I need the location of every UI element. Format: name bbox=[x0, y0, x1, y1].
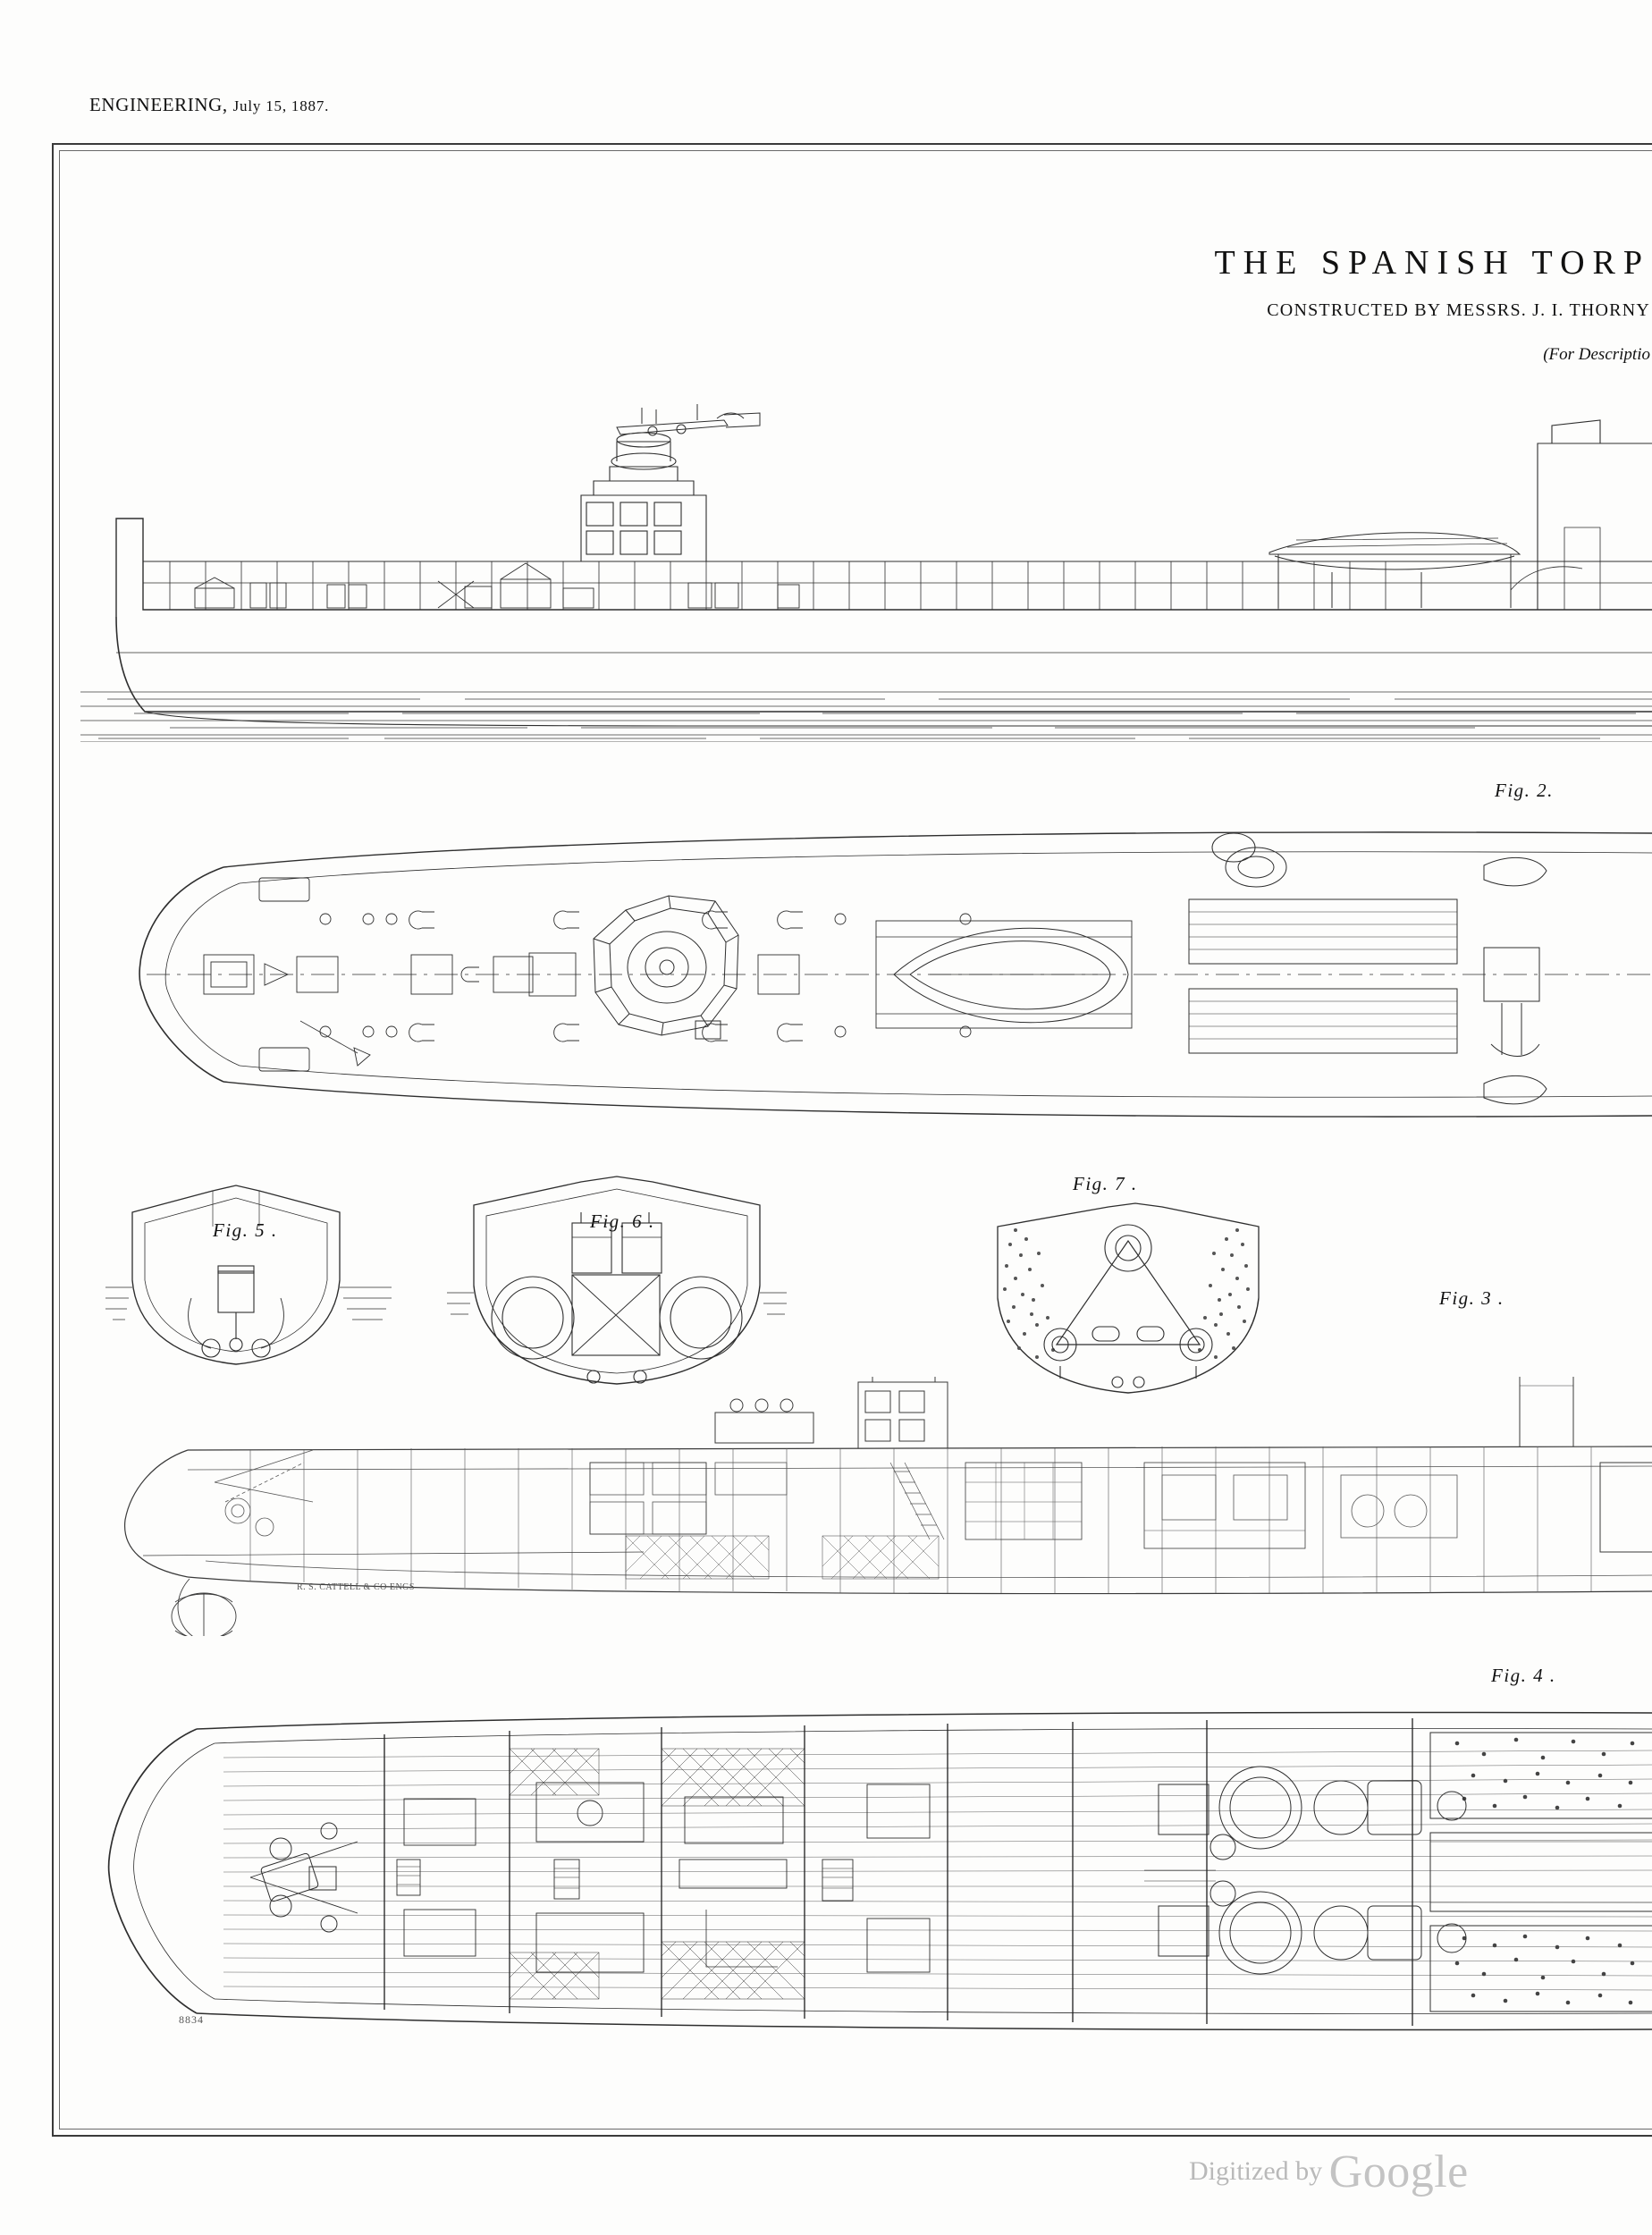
plate-description-note: (For Descriptio bbox=[1543, 345, 1650, 364]
figure-lower-deck-plan bbox=[89, 1699, 1652, 2056]
journal-name: ENGINEERING, bbox=[89, 94, 228, 115]
digitization-watermark bbox=[1189, 2146, 1469, 2198]
fig6-label: Fig. 6 . bbox=[590, 1210, 655, 1232]
figure-longitudinal-section bbox=[89, 1377, 1652, 1636]
watermark-brand: Google bbox=[1328, 2146, 1469, 2197]
plate-subtitle: CONSTRUCTED BY MESSRS. J. I. THORNY bbox=[1267, 300, 1650, 320]
plate-number: 8834 bbox=[179, 2013, 204, 2026]
fig2-label: Fig. 2. bbox=[1495, 780, 1554, 801]
sea-hatching-band bbox=[80, 690, 1652, 730]
journal-date: July 15, 1887. bbox=[232, 97, 330, 114]
watermark-prefix: Digitized by bbox=[1189, 2156, 1323, 2186]
fig7-label: Fig. 7 . bbox=[1073, 1173, 1138, 1194]
figure-side-elevation bbox=[80, 384, 1652, 742]
engraver-credit: R. S. CATTELL & CO ENGS bbox=[297, 1582, 415, 1592]
figure-section-bow bbox=[105, 1173, 392, 1405]
fig3-label: Fig. 3 . bbox=[1439, 1287, 1504, 1309]
fig4-label: Fig. 4 . bbox=[1491, 1665, 1556, 1686]
figure-deck-plan bbox=[89, 814, 1652, 1135]
page-title: THE SPANISH TORP bbox=[1214, 244, 1650, 282]
journal-masthead bbox=[89, 94, 329, 116]
fig5-label: Fig. 5 . bbox=[213, 1219, 278, 1241]
